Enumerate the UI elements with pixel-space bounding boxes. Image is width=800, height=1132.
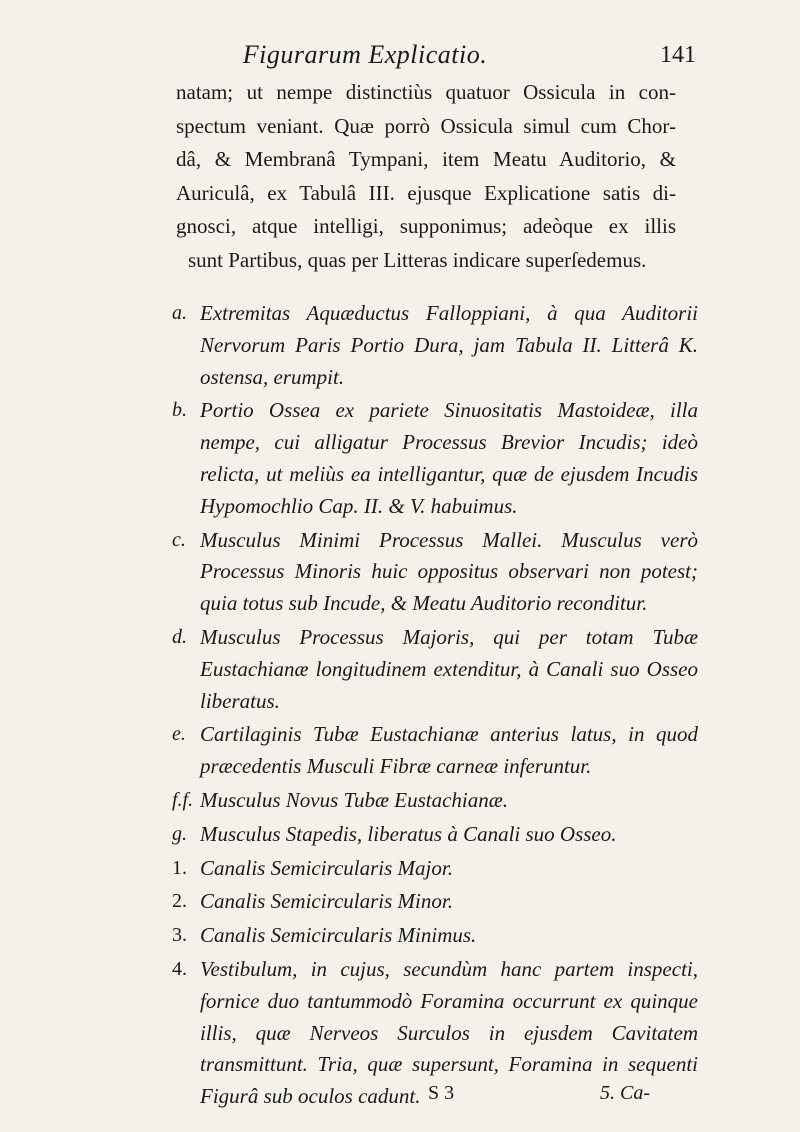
- intro-line: sunt Partibus, quas per Litteras indicare superſedemus.: [188, 247, 647, 272]
- intro-line: spectum veniant. Quæ porrò Ossicula simul cum Chor-: [176, 113, 676, 138]
- legend-text: Vestibulum, in cujus, secundùm hanc partem inspecti, fornice duo tantummodò Foramina occurrunt ex quinque illis, quæ Nerveos Surculos in ejusdem Cavitatem transmittunt. Tria, quæ supersunt, Foramina in sequenti Figurâ sub oculos cadunt.: [200, 956, 698, 1109]
- legend-item: [174, 395, 698, 522]
- legend-item: [174, 785, 698, 817]
- legend-mark: b.: [172, 399, 187, 422]
- legend-mark: c.: [172, 528, 186, 551]
- signature-mark: S 3: [428, 1082, 455, 1104]
- intro-line: dâ, & Membranâ Tympani, item Meatu Auditorio, &: [176, 147, 676, 171]
- page-footer: [0, 1082, 800, 1112]
- legend-mark: d.: [172, 625, 187, 648]
- legend-text: Musculus Processus Majoris, qui per totam Tubæ Eustachianæ longitudinem extenditur, à Canali suo Osseo liberatus.: [200, 624, 698, 713]
- legend-text: Musculus Novus Tubæ Eustachianæ.: [200, 787, 509, 812]
- legend-item: [174, 920, 698, 952]
- legend-text: Extremitas Aquæductus Falloppiani, à qua Auditorii Nervorum Paris Portio Dura, jam Tabula II. Litterâ K. ostensa, erumpit.: [200, 301, 698, 389]
- legend-text: Canalis Semicircularis Minimus.: [200, 923, 477, 948]
- intro-paragraph: [176, 76, 676, 277]
- legend-mark: 1.: [172, 856, 187, 879]
- intro-line: Auriculâ, ex Tabulâ III. ejusque Explicatione satis di-: [176, 180, 676, 205]
- legend-mark: f.f.: [172, 788, 194, 811]
- legend-item: [174, 886, 698, 918]
- legend-mark: e.: [172, 723, 186, 746]
- legend-item: [174, 622, 698, 717]
- catchword: 5. Ca-: [600, 1082, 650, 1104]
- legend-text: Musculus Minimi Processus Mallei. Musculus verò Processus Minoris huic oppositus observari non potest; quia totus sub Incude, & Meatu Auditorio reconditur.: [200, 527, 698, 616]
- legend-mark: 3.: [172, 924, 187, 947]
- running-header: [0, 40, 800, 74]
- running-title: Figurarum Explicatio.: [242, 40, 488, 69]
- legend-text: Canalis Semicircularis Minor.: [200, 889, 453, 914]
- legend-mark: a.: [172, 302, 187, 324]
- legend-text: Musculus Stapedis, liberatus à Canali suo Osseo.: [200, 821, 617, 846]
- legend-item: [174, 853, 698, 885]
- legend-item: [174, 525, 698, 620]
- legend-mark: g.: [172, 822, 187, 845]
- legend-item: [174, 819, 698, 851]
- intro-line: natam; ut nempe distinctiùs quatuor Ossicula in con-: [176, 80, 676, 104]
- legend-item: [174, 298, 698, 393]
- intro-line: gnosci, atque intelligi, supponimus; adeòque ex illis: [176, 214, 676, 238]
- legend-text: Portio Ossea ex pariete Sinuositatis Mastoideæ, illa nempe, cui alligatur Processus Brevior Incudis; ideò relicta, ut meliùs ea intelligantur, quæ de ejusdem Incudis Hypomochlio Cap. II. & V. habuimus.: [200, 398, 698, 518]
- legend-text: Cartilaginis Tubæ Eustachianæ anterius latus, in quod præcedentis Musculi Fibræ carneæ inferuntur.: [200, 722, 698, 779]
- page-number: 141: [660, 42, 696, 68]
- legend-list: [174, 298, 698, 1115]
- legend-mark: 4.: [172, 957, 187, 980]
- legend-item: [174, 719, 698, 783]
- legend-text: Canalis Semicircularis Major.: [200, 855, 453, 880]
- legend-mark: 2.: [172, 890, 187, 913]
